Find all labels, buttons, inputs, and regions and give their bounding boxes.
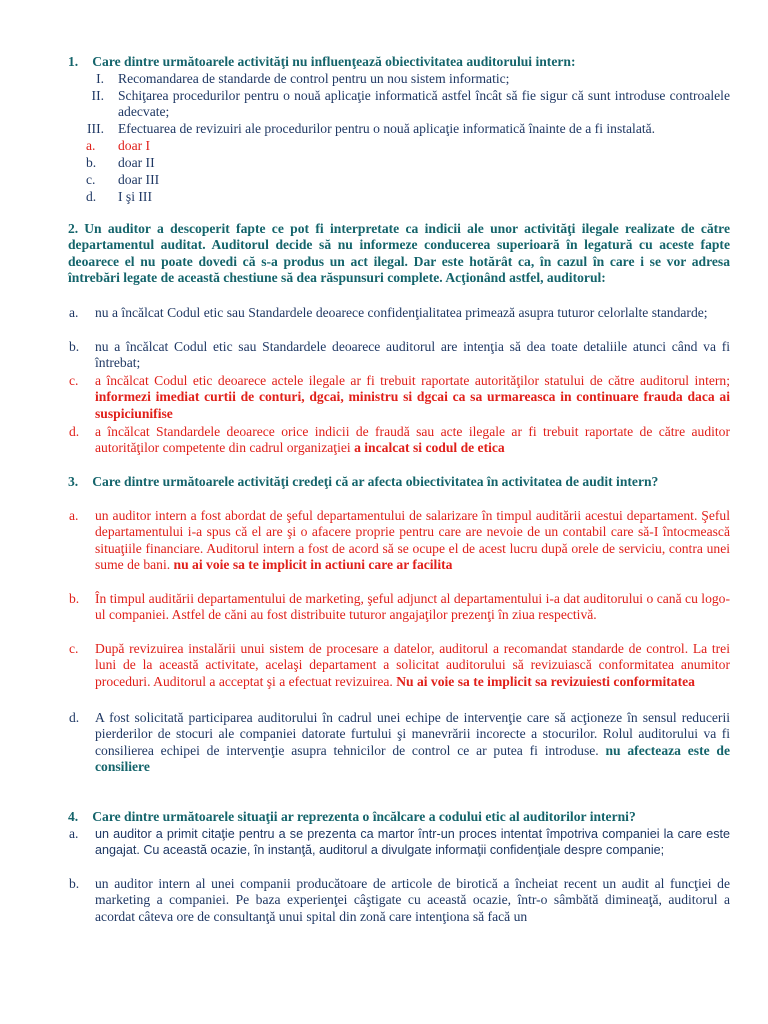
option-text: a încălcat Codul etic deoarece actele ilegale ar fi trebuit raportate autorităţilor statului de către auditorul intern; — [95, 373, 730, 388]
option-c — [86, 172, 730, 188]
option-c — [69, 641, 730, 690]
answer-note: informezi imediat curtii de conturi, dgcai, ministru si dgcai ca sa urmareasca in continuare frauda daca ai suspiciunifise — [95, 389, 730, 421]
option-a — [69, 305, 730, 321]
question-number: 4. — [68, 809, 79, 824]
option-b — [86, 155, 730, 171]
option-text: un auditor a primit citaţie pentru a se prezenta ca martor într-un proces intentat împotriva companiei la care este angajat. Cu această ocazie, în instanţă, auditorul a divulgate informaţii confidenţiale despre companie; — [95, 827, 730, 858]
option-text: nu a încălcat Codul etic sau Standardele deoarece confidenţialitatea primează asupra tuturor celorlalte standarde; — [95, 305, 708, 320]
option-label: a. — [69, 826, 79, 841]
roman-label: III. — [87, 121, 104, 136]
roman-text: Efectuarea de revizuiri ale procedurilor pentru o nouă aplicaţie informatică înainte de a fi instalată. — [118, 121, 656, 136]
question-text: Un auditor a descoperit fapte ce pot fi interpretate ca indicii ale unor activităţi ilegale realizate de către departamentul auditat. Auditorul decide să nu informeze conducerea superioară în legatură cu aceste fapte deoarece el nu poate dovedi că s-a produs un act ilegal. Dar este hotărât ca, în cazul în care i se vor adresa întrebări legate de această chestiune să dea răspunsuri complete. Acţionând astfel, auditorul: — [68, 221, 730, 286]
question-text: Care dintre următoarele situaţii ar reprezenta o încălcare a codului etic al auditorilor interni? — [92, 809, 636, 824]
option-label: a. — [69, 305, 79, 320]
answer-note: Nu ai voie sa te implicit sa revizuiesti conformitatea — [396, 673, 695, 689]
option-d — [69, 710, 730, 776]
answer-note: a incalcat si codul de etica — [354, 440, 505, 456]
question-3 — [68, 474, 730, 490]
roman-item — [91, 88, 730, 121]
option-b — [69, 339, 730, 372]
option-label: b. — [86, 155, 97, 170]
question-4 — [68, 809, 730, 825]
option-label: b. — [69, 591, 80, 606]
option-label: b. — [69, 876, 80, 891]
option-d — [69, 424, 730, 457]
option-label: c. — [69, 373, 79, 388]
roman-item — [96, 71, 730, 87]
question-number: 1. — [68, 54, 79, 69]
option-a — [69, 826, 730, 859]
option-b — [69, 591, 730, 624]
question-number: 3. — [68, 474, 79, 489]
question-number: 2. — [68, 221, 79, 236]
option-d — [86, 189, 730, 205]
option-text: un auditor intern al unei companii producătoare de articole de birotică a încheiat recent un audit al funcţiei de marketing a companiei. Pe baza experienţei câştigate cu această ocazie, într-o sâmbătă dimineaţă, auditorul a acordat câteva ore de consultanţă unui spital din zonă care intenţiona să facă un — [95, 876, 730, 924]
option-label: c. — [69, 641, 79, 656]
option-text: un auditor intern a fost abordat de şeful departamentului de salarizare în timpul auditării acestui departament. Şeful departamentului i-a spus că el are şi o afacere proprie pentru care are nevoie de un contabil care să-I întocmească situaţiile financiare. Auditorul intern a fost de acord să se ocupe el de acest lucru după orele de serviciu, contra unei sume de bani. — [95, 508, 730, 573]
roman-item — [87, 121, 730, 137]
question-text: Care dintre următoarele activităţi nu influenţează obiectivitatea auditorului intern: — [92, 54, 576, 69]
option-a — [86, 138, 730, 154]
question-2 — [68, 221, 730, 287]
answer-note: nu ai voie sa te implicit in actiuni care ar facilita — [173, 557, 453, 573]
option-text: a încălcat Standardele deoarece orice indicii de fraudă sau acte ilegale ar fi trebuit raportate de către auditor autorităţilor competente din cadrul organizaţiei — [95, 424, 730, 456]
option-label: a. — [86, 138, 96, 153]
option-text: doar III — [118, 172, 160, 187]
question-text: Care dintre următoarele activităţi credeţi că ar afecta obiectivitatea în activitatea de audit intern? — [92, 474, 659, 489]
option-text: A fost solicitată participarea auditorului în cadrul unei echipe de intervenţie care să acţioneze în sensul reducerii pierderilor de stocuri ale companiei datorate furtului şi manevrării incorecte a stocurilor. Rolul auditorului va fi consilierea echipei de intervenţie asupra tehnicilor de control ce ar putea fi introduse. — [95, 710, 730, 758]
answer-note: nu afecteaza este de consiliere — [95, 742, 730, 775]
option-label: d. — [86, 189, 97, 204]
option-text: doar I — [118, 138, 151, 153]
option-label: a. — [69, 508, 79, 523]
option-label: d. — [69, 710, 80, 725]
option-label: b. — [69, 339, 80, 354]
roman-text: Schiţarea procedurilor pentru o nouă aplicaţie informatică astfel încât să fie sigur că sunt introduse controalele adecvate; — [118, 88, 730, 120]
option-c — [69, 373, 730, 422]
question-1 — [68, 54, 730, 70]
option-text: În timpul auditării departamentului de marketing, şeful adjunct al departamentului i-a dat auditorului o cană cu logo-ul companiei. Astfel de căni au fost distribuite tuturor angajaţilor prezenţi în ziua respectivă. — [95, 591, 730, 623]
roman-text: Recomandarea de standarde de control pentru un nou sistem informatic; — [118, 71, 510, 86]
option-text: I şi III — [118, 189, 152, 204]
option-text: doar II — [118, 155, 155, 170]
option-text: După revizuirea instalării unui sistem de procesare a datelor, auditorul a recomandat standarde de control. La trei luni de la această activitate, acelaşi departament a solicitat auditorului să revizuiască conformitatea anumitor proceduri. Auditorul a acceptat şi a efectuat revizuirea. — [95, 641, 730, 689]
option-a — [69, 508, 730, 574]
roman-label: I. — [96, 71, 104, 86]
option-label: d. — [69, 424, 80, 439]
option-text: nu a încălcat Codul etic sau Standardele deoarece auditorul are intenţia să dea toate detaliile atunci când va fi întrebat; — [95, 339, 730, 371]
roman-label: II. — [91, 88, 104, 103]
option-b — [69, 876, 730, 925]
option-label: c. — [86, 172, 96, 187]
